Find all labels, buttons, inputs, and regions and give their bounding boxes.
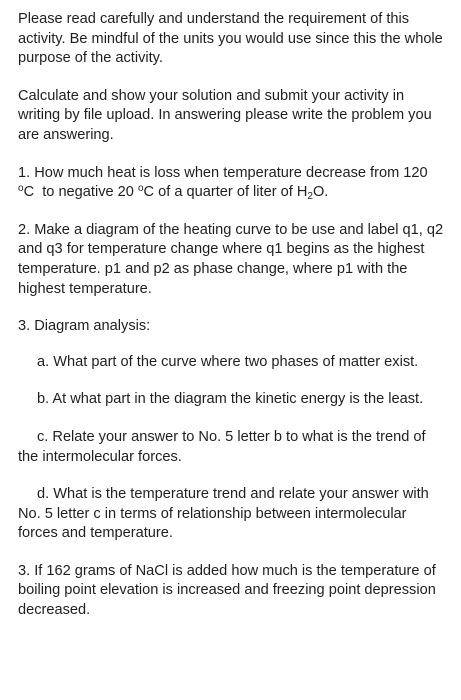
question-3c: c. Relate your answer to No. 5 letter b to what is the trend of the intermolecular forces. <box>18 428 426 465</box>
question-3b: b. At what part in the diagram the kinetic energy is the least. <box>37 391 424 408</box>
q1-text-c: of a quarter of liter of H <box>154 184 308 201</box>
question-1 <box>18 164 445 203</box>
q1-text-b: to negative 20 <box>34 184 138 201</box>
q1-degree-2: o <box>137 183 144 195</box>
question-2: 2. Make a diagram of the heating curve to be use and label q1, q2 and q3 for temperature change where q1 begins as the highest temperature. p1 and p2 as phase change, where p1 with the highest temperature. <box>18 221 444 297</box>
q1-subscript: 2 <box>307 191 313 203</box>
question-3-title: 3. Diagram analysis: <box>18 318 151 335</box>
question-3d: d. What is the temperature trend and relate your answer with No. 5 letter c in terms of relationship between intermolecular forces and temperature. <box>18 486 429 542</box>
question-4: 3. If 162 grams of NaCl is added how much is the temperature of boiling point elevation is increased and freezing point depression decreased. <box>18 562 436 619</box>
q1-text-a: 1. How much heat is loss when temperature decrease from 120 <box>18 164 428 181</box>
intro-paragraph-2: Calculate and show your solution and submit your activity in writing by file upload. In answering please write the problem you are answering. <box>18 87 432 143</box>
intro-paragraph-1: Please read carefully and understand the requirement of this activity. Be mindful of the units you would use since this the whole purpose of the activity. <box>18 11 443 67</box>
q1-unit-1: C <box>23 184 35 201</box>
question-3a: a. What part of the curve where two phases of matter exist. <box>37 353 419 370</box>
q1-text-d: O. <box>312 184 329 201</box>
q1-degree-1: o <box>18 183 24 195</box>
q1-unit-2: C <box>143 184 155 201</box>
